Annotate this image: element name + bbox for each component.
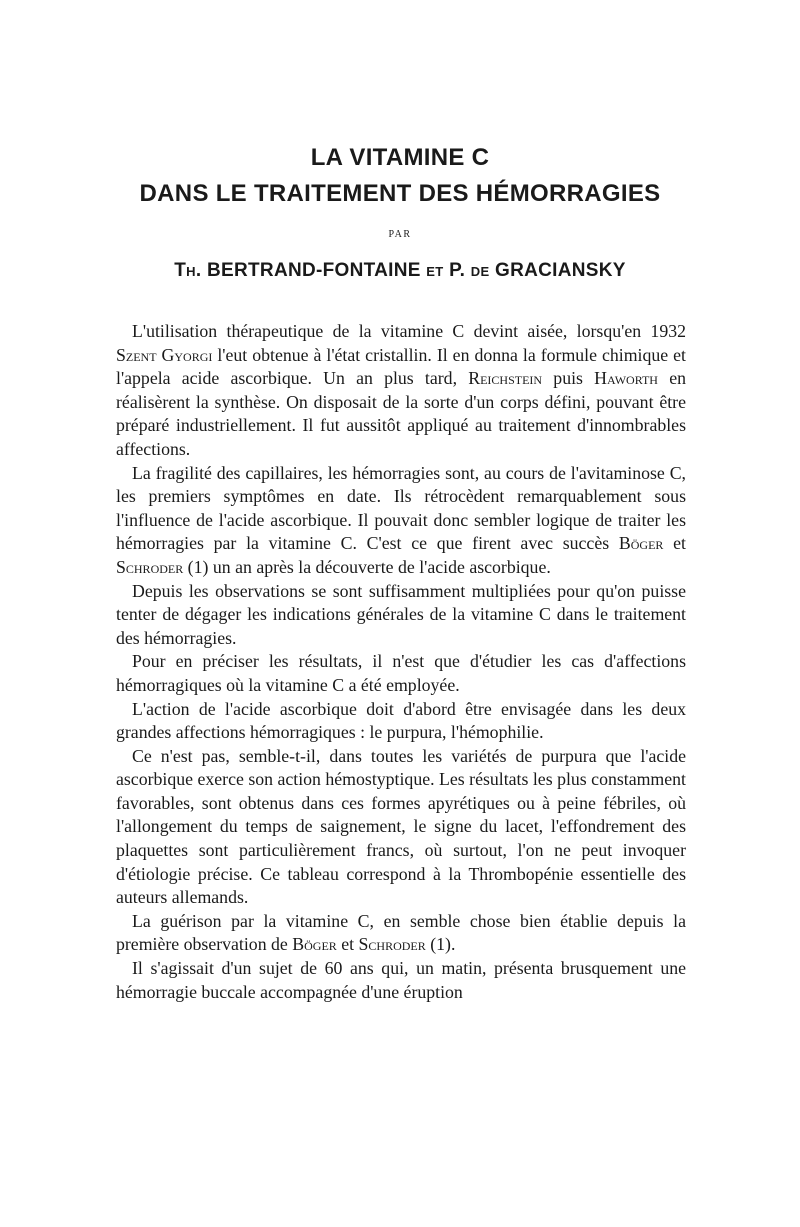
text-run: Depuis les observations se sont suffisamment multipliées pour qu'on puisse tenter de dégager les indications générales de la vitamine C dans le traitement des hémorragies. — [116, 580, 686, 648]
authors: Th. BERTRAND-FONTAINE et P. de GRACIANSKY — [174, 260, 626, 281]
author-name: Böger — [292, 934, 337, 955]
text-run: et — [336, 934, 359, 955]
paragraph — [116, 957, 686, 1004]
text-run: La guérison par la vitamine C, en semble chose bien établie depuis la première observation de — [116, 910, 686, 955]
text-run: (1) un an après la découverte de l'acide ascorbique. — [183, 556, 551, 577]
text-run: en réalisèrent la synthèse. On disposait de la sorte d'un corps défini, pouvant être préparé industriellement. Il fut aussitôt appliqué au traitement d'innombrables affections. — [116, 368, 686, 459]
text-run: l'eut obtenue à l'état cristallin. Il en donna la formule chimique et l'appela acide ascorbique. Un an plus tard, — [116, 344, 686, 389]
paragraph — [116, 320, 686, 462]
paragraph — [116, 580, 686, 651]
author-name: Schroder — [116, 556, 184, 577]
title-line-1: LA VITAMINE C — [310, 144, 490, 171]
text-run: puis — [542, 368, 595, 389]
author-name: Haworth — [594, 368, 658, 389]
paragraph — [116, 910, 686, 957]
author-name: Reichstein — [468, 368, 543, 389]
paragraph — [116, 462, 686, 580]
text-run: Ce n'est pas, semble-t-il, dans toutes les variétés de purpura que l'acide ascorbique exerce son action hémostyptique. Les résultats les plus constamment favorables, sont obtenus dans ces formes apyrétiques ou à peine fébriles, où l'allongement du temps de saignement, le signe du lacet, l'effondrement des plaquettes sont particulièrement francs, où surtout, l'on ne peut invoquer d'étiologie précise. Ce tableau correspond à la Thrombopénie essentielle des auteurs allemands. — [116, 745, 686, 908]
paragraph — [116, 650, 686, 697]
author-name: Schroder — [358, 934, 426, 955]
paragraph — [116, 745, 686, 910]
byline-par: PAR — [388, 229, 412, 240]
text-run: Il s'agissait d'un sujet de 60 ans qui, un matin, présenta brusquement une hémorragie buccale accompagnée d'une éruption — [116, 958, 686, 1002]
title-line-2: DANS LE TRAITEMENT DES HÉMORRAGIES — [139, 180, 661, 207]
author-name: Szent Gyorgi — [116, 344, 213, 365]
author-name: Böger — [618, 533, 664, 554]
text-run: L'action de l'acide ascorbique doit d'abord être envisagée dans les deux grandes affections hémorragiques : le purpura, l'hémophilie. — [116, 698, 686, 743]
text-run: L'utilisation thérapeutique de la vitamine C devint aisée, lorsqu'en 1932 — [132, 321, 686, 341]
article-body — [116, 320, 686, 1004]
text-run: Pour en préciser les résultats, il n'est que d'étudier les cas d'affections hémorragiques où la vitamine C a été employée. — [116, 651, 686, 695]
text-run: La fragilité des capillaires, les hémorragies sont, au cours de l'avitaminose C, les premiers symptômes en date. Ils rétrocèdent remarquablement sous l'influence de l'acide ascorbique. Il pouvait donc sembler logique de traiter les hémorragies par la vitamine C. C'est ce que firent avec succès — [116, 462, 686, 554]
text-run: (1). — [425, 934, 456, 955]
text-run: et — [663, 533, 686, 554]
paragraph — [116, 698, 686, 745]
